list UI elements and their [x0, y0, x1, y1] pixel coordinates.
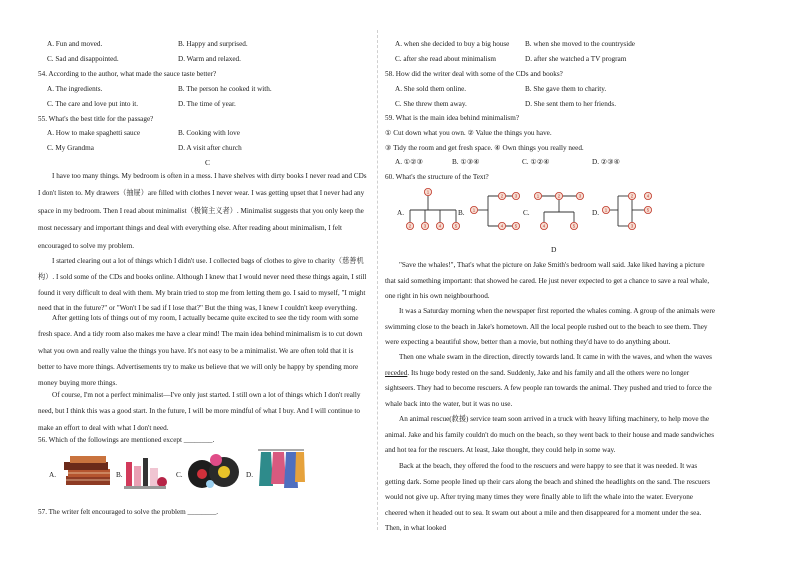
q59-option-a: A. ①②③ — [395, 158, 424, 166]
q53-option-d: D. Warm and relaxed. — [178, 55, 241, 63]
structure-diagram-a — [404, 186, 462, 236]
q54-stem: 54. According to the author, what made the sauce taste better? — [38, 70, 217, 78]
svg-text:1: 1 — [472, 207, 476, 213]
q60-option-d: D. — [592, 209, 599, 217]
svg-text:4: 4 — [500, 223, 504, 229]
paragraph-node — [602, 206, 609, 213]
q56-stem: 56. Which of the followings are mentioned except ________. — [38, 436, 215, 444]
q60-option-c: C. — [523, 209, 530, 217]
paragraph-node — [628, 222, 635, 229]
svg-text:2: 2 — [630, 193, 634, 199]
paragraph-node — [644, 206, 651, 213]
paragraph-node — [512, 192, 519, 199]
q58-option-d: D. She sent them to her friends. — [525, 100, 617, 108]
paragraph-3-end: . Its huge body rested on the sand. Suddenly, Jake and his family and all the others were no longer sightseers. They had to become rescuers. A few people ran towards the animal. They pushed and tried to force the whale back into the water, but it was no use. — [385, 368, 712, 408]
q54-option-a: A. The ingredients. — [47, 85, 103, 93]
paragraph-node — [452, 222, 459, 229]
q60-stem: 60. What's the structure of the Text? — [385, 173, 489, 181]
svg-text:1: 1 — [604, 207, 608, 213]
section-c-heading: C — [205, 158, 211, 167]
q55-option-a: A. How to make spaghetti sauce — [47, 129, 141, 137]
paragraph-node — [421, 222, 428, 229]
svg-text:4: 4 — [646, 193, 650, 199]
q58-option-b: B. She gave them to charity. — [525, 85, 607, 93]
svg-text:2: 2 — [557, 193, 561, 199]
paragraph-node — [406, 222, 413, 229]
q57-option-c: C. after she read about minimalism — [395, 55, 496, 63]
clothes-icon — [256, 446, 306, 490]
svg-text:1: 1 — [536, 193, 540, 199]
q56-option-b: B. — [116, 471, 123, 479]
svg-text:4: 4 — [438, 223, 442, 229]
section-d-heading: D — [551, 245, 557, 254]
books-icon — [60, 452, 116, 492]
q57-option-a: A. when she decided to buy a big house — [395, 40, 510, 48]
passage-d-paragraph-2: It was a Saturday morning when the newspaper first reported the whales coming. A group of the animals were swimming close to the beach in Jake's hometown. All the local people rushed out to the beach to see them. They were expecting a beautiful show, better than a movie, but nothing they'd have to do anything about. — [385, 307, 715, 347]
paragraph-node — [470, 206, 477, 213]
q55-option-b: B. Cooking with love — [178, 129, 240, 137]
q56-option-c: C. — [176, 471, 183, 479]
paragraph-node — [498, 222, 505, 229]
paragraph-node — [540, 222, 547, 229]
q54-option-d: D. The time of year. — [178, 100, 236, 108]
svg-text:5: 5 — [454, 223, 458, 229]
q59-statements-2: ③ Tidy the room and get fresh space. ④ Own things you really need. — [385, 144, 584, 152]
cds-icon — [186, 450, 242, 492]
q58-stem: 58. How did the writer deal with some of the CDs and books? — [385, 70, 563, 78]
paragraph-node — [570, 222, 577, 229]
q55-option-c: C. My Grandma — [47, 144, 94, 152]
underlined-word: receded — [385, 368, 408, 377]
q59-stem: 59. What is the main idea behind minimalism? — [385, 114, 520, 122]
paragraph-node — [644, 192, 651, 199]
q57-option-d: D. after she watched a TV program — [525, 55, 627, 63]
svg-text:2: 2 — [408, 223, 412, 229]
passage-c-paragraph-1: I have too many things. My bedroom is often in a mess. I have shelves with dirty books I never read and CDs I don't listen to. My drawers（抽屉）are filled with clothes I never wear. I was getting upset that I never had any space in my bedroom. Then I read about minimalist（极简主义者）. Minimalist suggests that you only keep the most necessary and important things and deal with everything else. After reading about minimalism, I felt encouraged to solve my problem. — [38, 172, 367, 250]
passage-c-paragraph-3: After getting lots of things out of my room, I actually became quite excited to see the tidy room with some fresh space. And a tidy room also makes me have a clear mind! The main idea behind minimalism is to cut down what you own and really value the things you have. It's not easy to be a minimalist. We are often told that it is better to have more things. Advertisements try to make us believe that we will only be happy by spending more money buying more things. — [38, 314, 363, 388]
svg-text:1: 1 — [426, 189, 430, 195]
q55-option-d: D. A visit after church — [178, 144, 242, 152]
passage-d-paragraph-1: "Save the whales!", That's what the picture on Jake Smith's bedroom wall said. Jake liked having a picture that said something important: that showed he cared. He just never expected to get a chance to save a real whale, one right in his own neighbourhood. — [385, 261, 710, 301]
q58-option-c: C. She threw them away. — [395, 100, 467, 108]
q54-option-c: C. The care and love put into it. — [47, 100, 139, 108]
passage-c-paragraph-4: Of course, I'm not a perfect minimalist—I've only just started. I still own a lot of things which I don't really need, but I think this was a good start. In the future, I will be more mindful of what I buy. And I will continue to make an effort to deal with what I don't need. — [38, 391, 361, 432]
paragraph-node — [498, 192, 505, 199]
q59-option-b: B. ①③④ — [452, 158, 480, 166]
paragraph-node — [512, 222, 519, 229]
svg-text:5: 5 — [646, 207, 650, 213]
svg-text:5: 5 — [572, 223, 576, 229]
q53-option-b: B. Happy and surprised. — [178, 40, 248, 48]
paragraph-node — [424, 188, 431, 195]
passage-d-paragraph-5: Back at the beach, they offered the food to the rescuers and were happy to see that it was needed. It was getting dark. Some people lined up their cars along the beach and shined the headlights on the sand. The rescuers would not give up. After trying many times they were finally able to lift the whale into the water. Everyone cheered when it headed out to sea. It swam out about a mile and then disappeared for a moment under the sea. Then, in what looked — [385, 462, 711, 533]
svg-text:4: 4 — [542, 223, 546, 229]
svg-text:5: 5 — [514, 223, 518, 229]
svg-text:3: 3 — [630, 223, 634, 229]
paragraph-node — [534, 192, 541, 199]
q57-option-b: B. when she moved to the countryside — [525, 40, 635, 48]
q56-option-a: A. — [49, 471, 56, 479]
svg-text:2: 2 — [500, 193, 504, 199]
paragraph-3-start: Then one whale swam in the direction, directly towards land. It came in with the waves, and when the waves — [399, 353, 712, 361]
column-divider — [377, 30, 378, 530]
q53-option-c: C. Sad and disappointed. — [47, 55, 119, 63]
paragraph-node — [576, 192, 583, 199]
cosmetics-icon — [122, 452, 168, 492]
structure-diagram-b — [466, 186, 524, 236]
q55-stem: 55. What's the best title for the passage? — [38, 115, 154, 123]
q60-option-a: A. — [397, 209, 404, 217]
svg-text:3: 3 — [578, 193, 582, 199]
paragraph-node — [436, 222, 443, 229]
q56-option-d: D. — [246, 471, 253, 479]
q58-option-a: A. She sold them online. — [395, 85, 467, 93]
structure-diagram-d — [598, 186, 656, 236]
q60-option-b: B. — [458, 209, 465, 217]
paragraph-node — [628, 192, 635, 199]
passage-c-paragraph-2: I started clearing out a lot of things which I didn't use. I collected bags of clothes to give to charity（慈善机构）. I sold some of the CDs and books online. Although I knew that I would never need these things again, I still found it very difficult to deal with them. My brain tried to stop me from letting them go. I said to myself, "I might need that in the future?" or "Won't I be sad if I lose that?" But the thing was, I knew I couldn't keep everything. — [38, 257, 367, 313]
structure-diagram-c — [530, 186, 588, 236]
q59-option-c: C. ①②④ — [522, 158, 550, 166]
passage-d-paragraph-3 — [385, 350, 715, 412]
passage-d-paragraph-4: An animal rescue(救援) service team soon arrived in a truck with heavy lifting machinery, to help move the animal. Jake and his family couldn't do much on the beach, so they went back to their house and made sandwiches and hot tea for the rescuers. At least, Jake thought, they could help in some way. — [385, 415, 715, 455]
q53-option-a: A. Fun and moved. — [47, 40, 103, 48]
q59-statements-1: ① Cut down what you own. ② Value the things you have. — [385, 129, 552, 137]
svg-text:3: 3 — [423, 223, 427, 229]
q57-stem: 57. The writer felt encouraged to solve the problem ________. — [38, 508, 219, 516]
svg-text:3: 3 — [514, 193, 518, 199]
paragraph-node — [555, 192, 562, 199]
q59-option-d: D. ②③④ — [592, 158, 621, 166]
q54-option-b: B. The person he cooked it with. — [178, 85, 272, 93]
